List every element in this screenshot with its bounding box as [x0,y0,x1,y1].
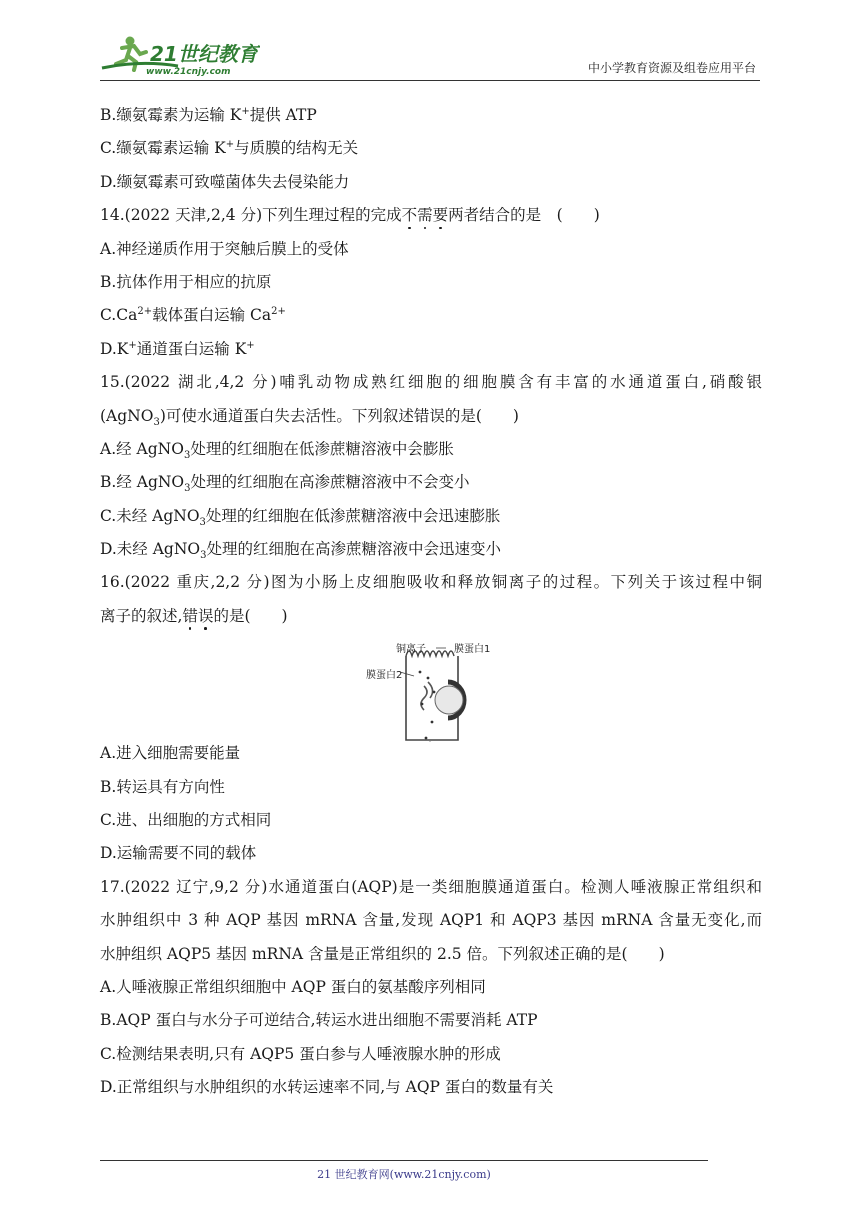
footer-text: 21 世纪教育网(www.21cnjy.com) [317,1168,491,1181]
question-content [100,104,762,1110]
footer-divider [100,1160,708,1161]
q16-stem-line2: 离子的叙述,错误的是( ) [100,606,288,625]
logo-21cnjy [100,34,260,78]
page-header [100,34,760,81]
q16-option-b: B.转运具有方向性 [100,777,225,796]
q15-option-c: C.未经 AgNO$_3$处理的红细胞在低渗蔗糖溶液中会迅速膨胀 [100,506,501,528]
q14-option-d: D.K+通道蛋白运输 K+ [100,339,255,358]
q15-stem-line1: 15.(2022 湖北,4,2 分)哺乳动物成熟红细胞的细胞膜含有丰富的水通道蛋白,硝酸银 [100,373,762,392]
q14-option-b: B.抗体作用于相应的抗原 [100,272,272,291]
logo-url: www.21cnjy.com [146,67,231,77]
q17-stem-line3: 水肿组织 AQP5 基因 mRNA 含量是正常组织的 2.5 倍。下列叙述正确的是( ) [100,944,665,963]
intestinal-cell-illustration [362,642,502,742]
q17-option-d: D.正常组织与水肿组织的水转运速率不同,与 AQP 蛋白的数量有关 [100,1078,554,1097]
q13-option-d: D.缬氨霉素可致噬菌体失去侵染能力 [100,172,350,191]
q14-option-c: $C.Ca^{2+}$载体蛋白运输 $Ca^{2+}$ [100,306,286,325]
q17-stem-line2: 水肿组织中 3 种 AQP 基因 mRNA 含量,发现 AQP1 和 AQP3 基因 mRNA 含量无变化,而 [100,911,762,930]
q17-stem-line1: 17.(2022 辽宁,9,2 分)水通道蛋白(AQP)是一类细胞膜通道蛋白。检测人唾液腺正常组织和 [100,877,762,896]
q16-option-d: D.运输需要不同的载体 [100,844,257,863]
q15-option-d: D.未经 AgNO$_3$处理的红细胞在高渗蔗糖溶液中会迅速变小 [100,540,502,562]
q14-option-a: A.神经递质作用于突触后膜上的受体 [100,239,349,258]
q13-option-b: B.缬氨霉素为运输 K+提供 ATP [100,105,317,124]
label-copper-ion: 铜离子 [396,644,426,656]
q17-option-b: B.AQP 蛋白与水分子可逆结合,转运水进出细胞不需要消耗 ATP [100,1011,538,1030]
label-membrane-protein-2: 膜蛋白2 [366,670,403,682]
q16-option-c: C.进、出细胞的方式相同 [100,811,272,830]
cell-diagram [100,638,762,742]
q15-option-b: B.经 AgNO$_3$处理的红细胞在高渗蔗糖溶液中不会变小 [100,473,470,495]
header-tagline: 中小学教育资源及组卷应用平台 [587,61,756,75]
q17-option-a: A.人唾液腺正常组织细胞中 AQP 蛋白的氨基酸序列相同 [100,977,486,996]
label-membrane-protein-1: 膜蛋白1 [454,644,491,656]
q15-option-a: A.经 AgNO$_3$处理的红细胞在低渗蔗糖溶液中会膨胀 [100,439,454,461]
logo-text: 21世纪教育 [150,42,258,66]
q14-stem: 14.(2022 天津,2,4 分)下列生理过程的完成不需要两者结合的是 ( ) [100,206,600,225]
q13-option-c: C.缬氨霉素运输 K+与质膜的结构无关 [100,139,359,158]
q16-stem-line1: 16.(2022 重庆,2,2 分)图为小肠上皮细胞吸收和释放铜离子的过程。下列关于该过程中铜 [100,573,762,592]
q16-option-a: A.进入细胞需要能量 [100,744,241,763]
q17-option-c: C.检测结果表明,只有 AQP5 蛋白参与人唾液腺水肿的形成 [100,1044,501,1063]
q15-stem-line2: (AgNO$_3$)可使水通道蛋白失去活性。下列叙述错误的是( ) [100,406,519,428]
